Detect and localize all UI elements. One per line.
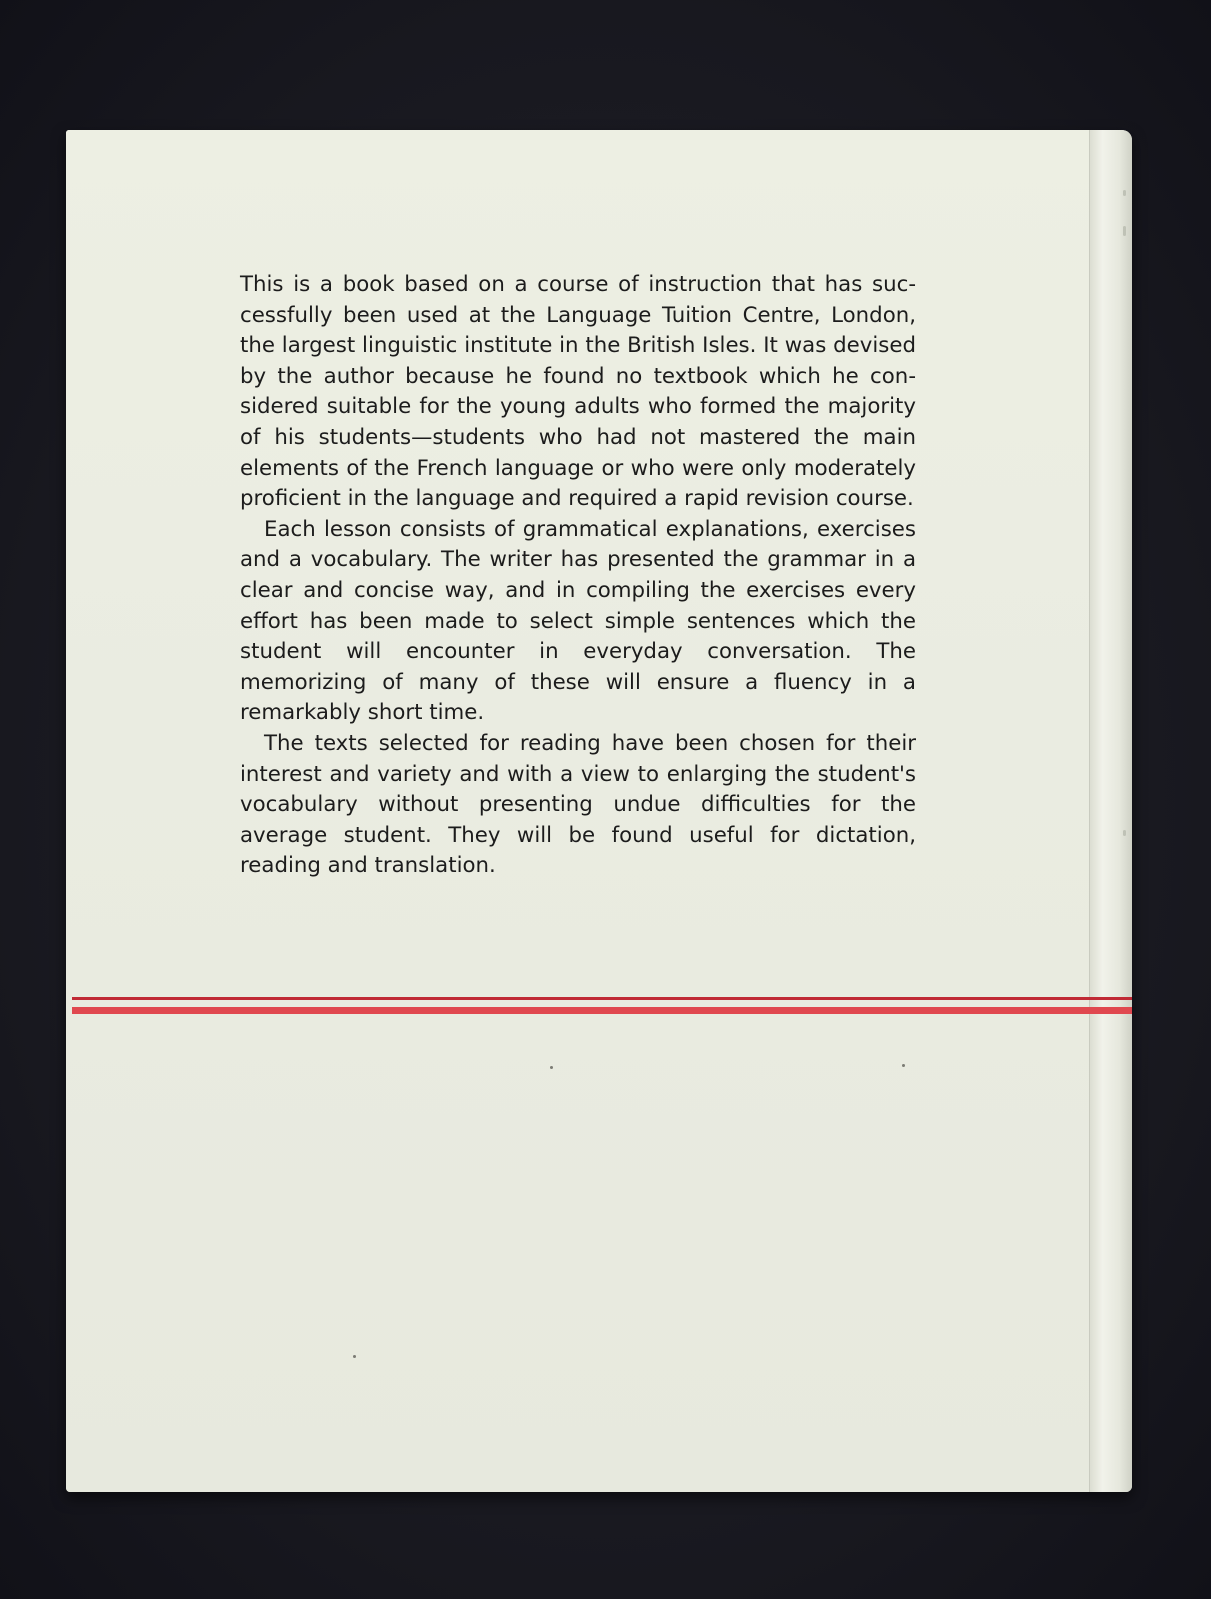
paper-speck	[902, 1064, 905, 1067]
spine-edge	[1089, 130, 1132, 1492]
spine-wear-mark	[1123, 190, 1126, 196]
paper-speck	[353, 1355, 356, 1358]
spine-wear-mark	[1123, 226, 1126, 236]
book-back-cover	[66, 130, 1132, 1492]
blurb-paragraph: The texts selected for reading have been chosen for their interest and variety and with a view to enlarging the student's vocabulary without presenting undue difficulties for the average student. They will be found useful for dictation, reading and translation.	[240, 730, 916, 879]
blurb-text	[240, 270, 916, 882]
red-stripe-thin	[72, 997, 1132, 1000]
paper-speck	[550, 1066, 553, 1069]
red-stripe-thick	[72, 1007, 1132, 1014]
blurb-paragraph: Each lesson consists of grammatical explanations, exercises and a vocabulary. The writer has presented the grammar in a clear and concise way, and in compiling the exercises every effort has been made to select simple sentences which the student will encounter in everyday conversation. The memorizing of many of these will ensure a fluency in a remarkably short time.	[240, 516, 916, 726]
blurb-paragraph: This is a book based on a course of instruction that has successfully been used at the Language Tuition Centre, London, the largest linguistic institute in the British Isles. It was devised by the author because he found no textbook which he considered suitable for the young adults who formed the majority of his students—students who had not mastered the main elements of the French language or who were only moderately proficient in the language and required a rapid revision course.	[240, 272, 916, 512]
spine-wear-mark	[1123, 830, 1126, 836]
